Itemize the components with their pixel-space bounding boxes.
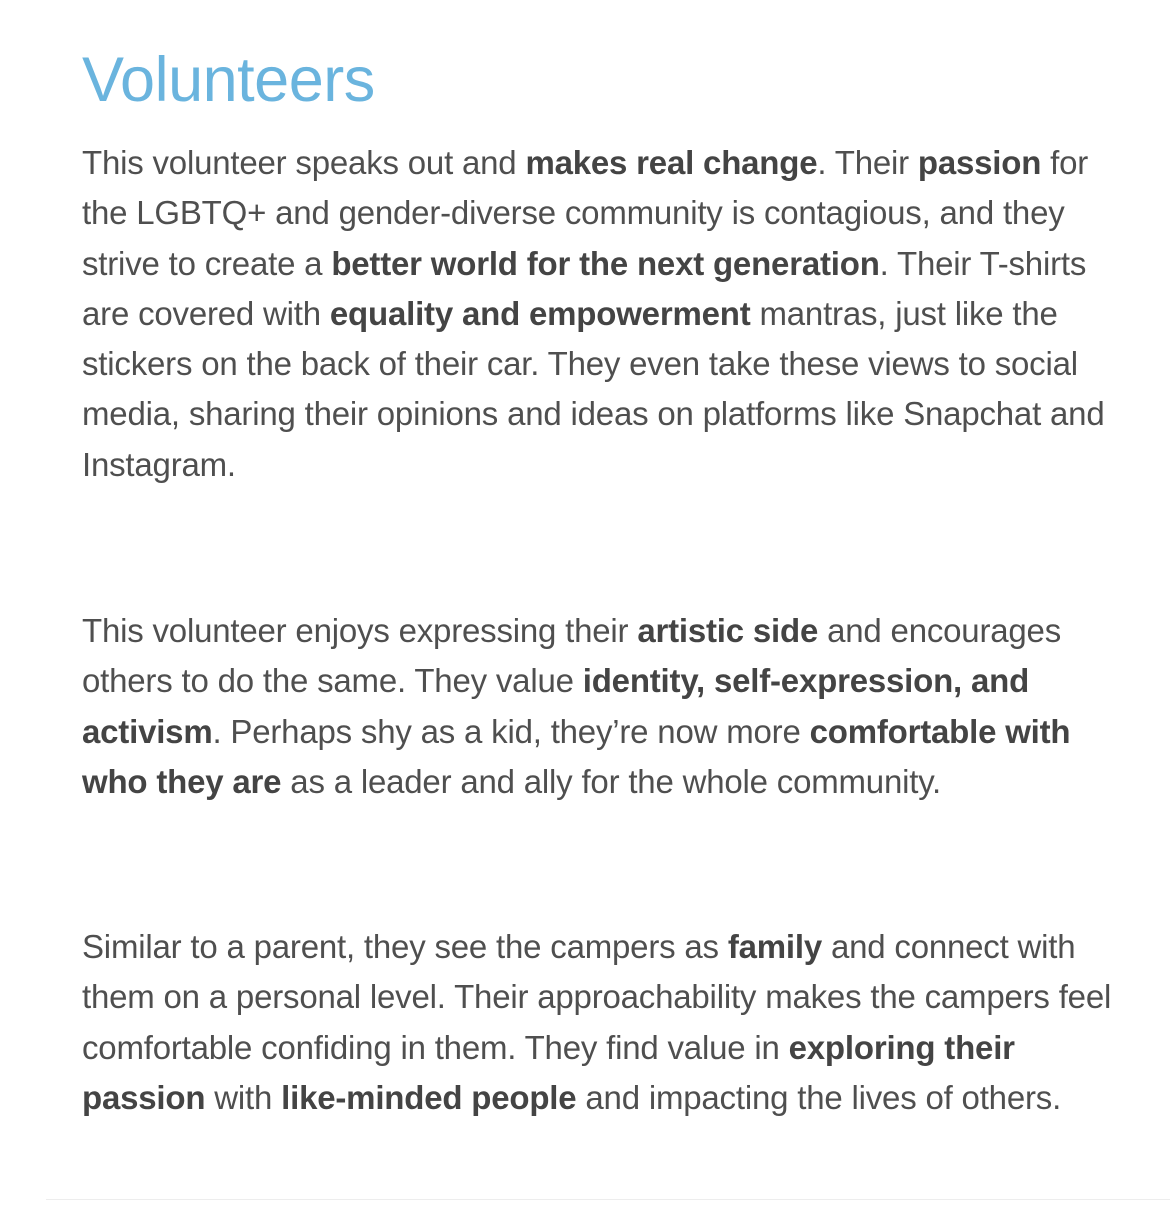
emphasis-text: like-minded people [281, 1078, 577, 1116]
body-text: mantras, just like the stickers on the back of their car. They even take these views to social media, sharing their opinions and ideas on platforms like Snapchat and Instagram. [82, 294, 1105, 483]
body-text: and connect with them on a personal level. Their approachability makes the campers feel comfortable confiding in them. They find value in [82, 928, 1112, 1066]
body-text: as a leader and ally for the whole community. [281, 762, 942, 800]
paragraph-speaks-out [82, 138, 1122, 490]
emphasis-text: passion [917, 144, 1042, 181]
emphasis-text: makes real change [525, 144, 818, 181]
body-text: and encourages others to do the same. They value [82, 612, 1061, 700]
emphasis-text: family [727, 928, 822, 965]
emphasis-text: comfortable with who they are [82, 712, 1071, 800]
body-text: . Perhaps shy as a kid, they’re now more [212, 712, 810, 750]
emphasis-text: better world for the next generation [331, 244, 880, 282]
body-text: . Their [817, 144, 918, 181]
body-text: for the LGBTQ+ and gender-diverse community is contagious, and they strive to create a [82, 144, 1089, 282]
body-text: . Their T-shirts are covered with [82, 244, 1087, 332]
emphasis-text: identity, self-expression, and activism [82, 662, 1030, 750]
paragraph-similar-to-parent [82, 922, 1122, 1123]
emphasis-text: artistic side [637, 612, 819, 649]
emphasis-text: exploring their passion [82, 1028, 1015, 1116]
body-text: Similar to a parent, they see the campers as [82, 928, 728, 965]
body-text: This volunteer enjoys expressing their [82, 612, 638, 649]
bottom-divider [46, 1199, 1170, 1200]
emphasis-text: equality and empowerment [329, 294, 751, 332]
body-text: with [205, 1078, 282, 1116]
paragraph-artistic-side [82, 606, 1122, 807]
page-title: Volunteers [82, 45, 375, 115]
body-text: and impacting the lives of others. [576, 1078, 1062, 1116]
body-text: This volunteer speaks out and [82, 144, 526, 181]
